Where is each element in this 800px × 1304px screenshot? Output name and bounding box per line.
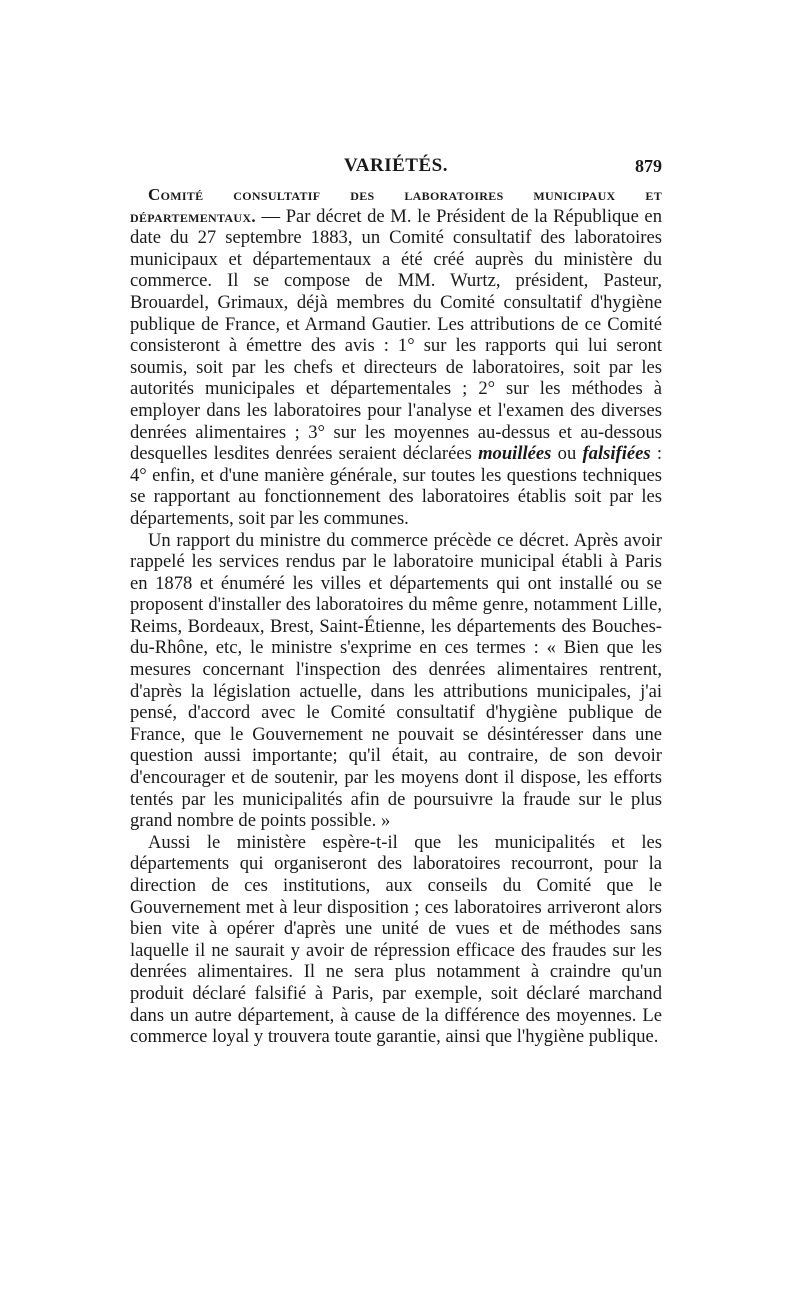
article-heading: Comité consultatif des laboratoires municipaux et départementaux. [130,185,662,226]
page-number: 879 [635,156,662,176]
emphasis-mouillees: mouillées [478,443,552,465]
paragraph-1-text-b: ou [551,443,583,465]
paragraph-1-text-c: : 4° enfin, et d'une manière générale, sur toutes les questions techniques se rapportant au fonctionnement des laboratoires établis soit par les départements, soit par les communes. [130,443,662,529]
paragraph-1-text-a: — Par décret de M. le Président de la République en date du 27 septembre 1883, un Comité consultatif des laboratoires municipaux et départementaux a été créé auprès du ministère du commerce. Il se compose de MM. Wurtz, président, Pasteur, Brouardel, Grimaux, déjà membres du Comité consultatif d'hygiène publique de France, et Armand Gautier. Les attributions de ce Comité consisteront à émettre des avis : 1° sur les rapports qui lui seront soumis, soit par les chefs et directeurs de laboratoires, soit par les autorités municipales et départementales ; 2° sur les méthodes à employer dans les laboratoires pour l'analyse et l'examen des diverses denrées alimentaires ; 3° sur les moyennes au-dessus et au-dessous desquelles lesdites denrées seraient déclarées [130,205,662,465]
article-body [130,184,662,1048]
paragraph-3: Aussi le ministère espère-t-il que les municipalités et les départements qui organiseront des laboratoires recourront, pour la direction de ces institutions, aux conseils du Comité que le Gouvernement met à leur disposition ; ces laboratoires arriveront alors bien vite à opérer d'après une unité de vues et de méthodes sans laquelle il ne saurait y avoir de répression efficace des fraudes sur les denrées alimentaires. Il ne sera plus notamment à craindre qu'un produit déclaré falsifié à Paris, par exemple, soit déclaré marchand dans un autre département, à cause de la différence des moyennes. Le commerce loyal y trouvera toute garantie, ainsi que l'hygiène publique. [130,831,662,1048]
paragraph-1 [130,184,662,530]
running-title: VARIÉTÉS. [344,155,448,176]
emphasis-falsifiees: falsifiées [582,443,651,465]
paragraph-2: Un rapport du ministre du commerce précède ce décret. Après avoir rappelé les services rendus par le laboratoire municipal établi à Paris en 1878 et énuméré les villes et départements qui ont installé ou se proposent d'installer des laboratoires du même genre, notamment Lille, Reims, Bordeaux, Brest, Saint-Étienne, les départements des Bouches-du-Rhône, etc, le ministre s'exprime en ces termes : « Bien que les mesures concernant l'inspection des denrées alimentaires rentrent, d'après la législation actuelle, dans les attributions municipales, j'ai pensé, d'accord avec le Comité consultatif d'hygiène publique de France, que le Gouvernement ne pouvait se désintéresser dans une question aussi importante; qu'il était, au contraire, de son devoir d'encourager et de soutenir, par les moyens dont il dispose, les efforts tentés par les municipalités afin de poursuivre la fraude sur le plus grand nombre de points possible. » [130,529,662,832]
running-head [130,152,662,180]
